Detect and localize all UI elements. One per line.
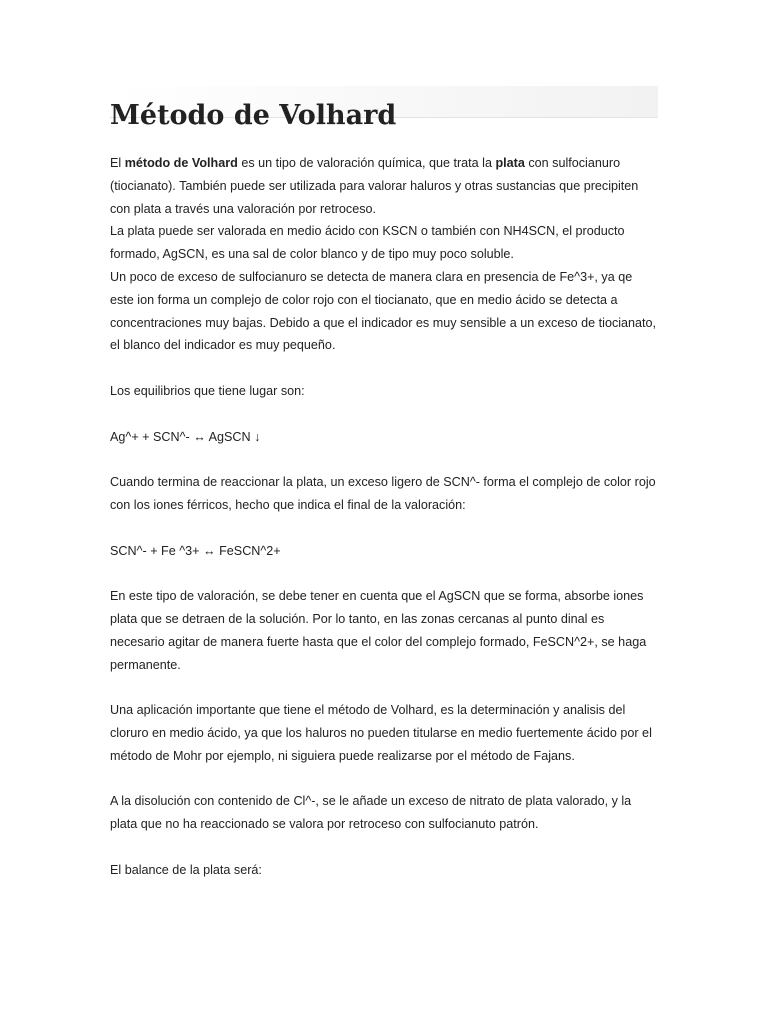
intro-bold-plata: plata	[495, 156, 525, 170]
intro-paragraph	[110, 152, 658, 357]
article	[110, 86, 658, 904]
article-body	[110, 152, 658, 882]
title-bar	[110, 86, 658, 132]
paragraph-silver-balance: El balance de la plata será:	[110, 862, 262, 877]
intro-text-start: El	[110, 156, 125, 170]
intro-text-middle: es un tipo de valoración química, que trata la	[237, 156, 496, 170]
paragraph-dissolution: A la disolución con contenido de Cl^-, se le añade un exceso de nitrato de plata valorado, y la plata que no ha reaccionado se valora por retroceso con sulfocianuto patrón.	[110, 794, 632, 832]
page-title: Método de Volhard	[110, 100, 397, 132]
paragraph-equilibria-intro: Los equilibrios que tiene lugar son:	[110, 383, 305, 398]
paragraph-end-point: Cuando termina de reaccionar la plata, un exceso ligero de SCN^- forma el complejo de color rojo con los iones férricos, hecho que indica el final de la valoración:	[110, 475, 656, 512]
intro-bold-term: método de Volhard	[124, 156, 238, 170]
paragraph-equation-2: SCN^- + Fe ^3+ ↔ FeSCN^2+	[110, 543, 281, 558]
intro-line-2: La plata puede ser valorada en medio ácido con KSCN o también con NH4SCN, el producto formado, AgSCN, es una sal de color blanco y de tipo muy poco soluble.	[110, 224, 625, 262]
paragraph-equation-1: Ag^+ + SCN^- ↔ AgSCN ↓	[110, 429, 261, 444]
paragraph-agscn-absorption: En este tipo de valoración, se debe tener en cuenta que el AgSCN que se forma, absorbe iones plata que se detraen de la solución. Por lo tanto, en las zonas cercanas al punto dinal es necesario agitar de manera fuerte hasta que el color del complejo formado, FeSCN^2+, se haga permanente.	[110, 589, 647, 672]
intro-line-3: Un poco de exceso de sulfocianuro se detecta de manera clara en presencia de Fe^3+, ya qe este ion forma un complejo de color rojo con el tiocianato, que en medio ácido se detecta a concentraciones muy bajas. Debido a que el indicador es muy sensible a un exceso de tiocianato, el blanco del indicador es muy pequeño.	[110, 269, 657, 353]
intro-text-end: con sulfocianuro (tiocianato). También puede ser utilizada para valorar haluros y otras sustancias que precipiten con plata a través una valoración por retroceso.	[110, 156, 639, 216]
paragraph-application: Una aplicación importante que tiene el método de Volhard, es la determinación y analisis del cloruro en medio ácido, ya que los haluros no pueden titularse en medio fuertemente ácido por el método de Mohr por ejemplo, ni siguiera puede realizarse por el método de Fajans.	[110, 703, 652, 763]
